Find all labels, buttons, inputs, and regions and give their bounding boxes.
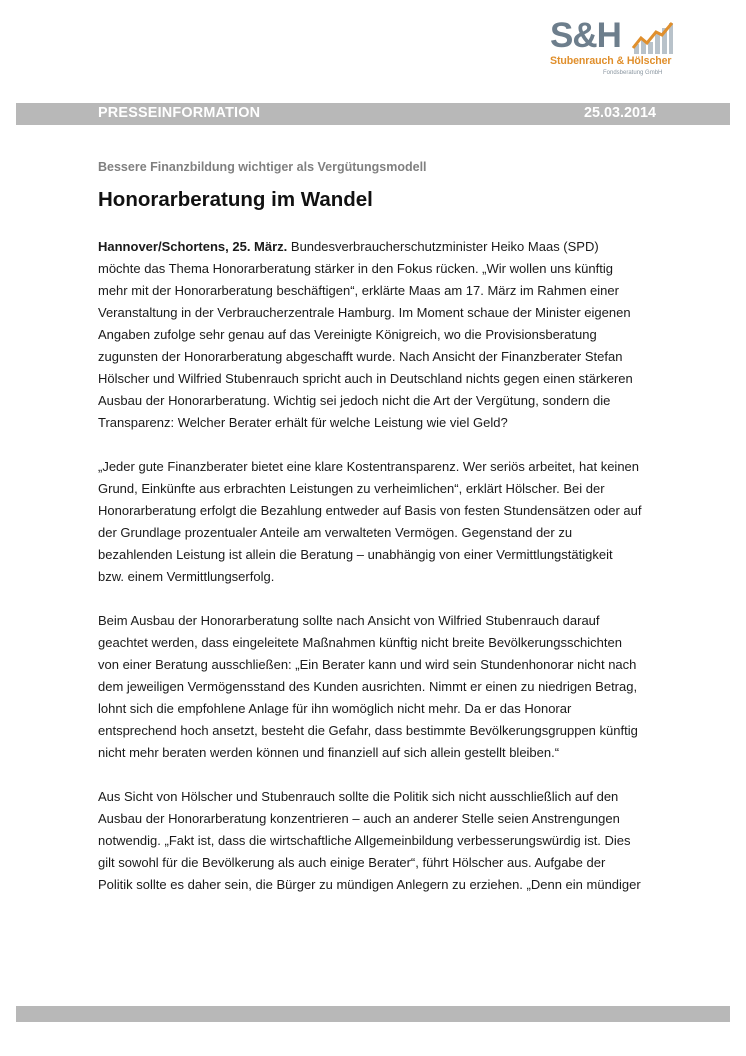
paragraph-line: Angaben zufolge sehr genau auf das Vereinigte Königreich, wo die Provisionsberatung [98, 327, 597, 342]
paragraph-line: Transparenz: Welcher Berater erhält für welche Leistung wie viel Geld? [98, 415, 508, 430]
paragraph-line: Politik sollte es daher sein, die Bürger zu mündigen Anlegern zu erziehen. „Denn ein mündiger [98, 877, 641, 892]
rising-chart-icon [632, 20, 674, 56]
paragraph-line: Grund, Einkünfte aus erbrachten Leistungen zu verheimlichen“, erklärt Hölscher. Bei der [98, 481, 605, 496]
footer-bar [16, 1006, 730, 1022]
paragraph-line: Honorarberatung erfolgt die Bezahlung entweder auf Basis von festen Stundensätzen oder auf [98, 503, 642, 518]
paragraph-line: zugunsten der Honorarberatung abgeschafft wurde. Nach Ansicht der Finanzberater Stefan [98, 349, 623, 364]
paragraph-line: dem jeweiligen Vermögensstand des Kunden ausrichten. Nimmt er einen zu niedrigen Betrag, [98, 679, 638, 694]
paragraph-2 [98, 456, 666, 588]
paragraph-line: Ausbau der Honorarberatung konzentrieren – auch an anderer Stelle seien Anstrengungen [98, 811, 620, 826]
company-logo [546, 16, 676, 82]
logo-mark: S&H [550, 16, 621, 55]
paragraph-3 [98, 610, 666, 764]
paragraph-line: nicht mehr beraten werden können und finanziell auf sich allein gestellt bleiben.“ [98, 745, 560, 760]
article-body [98, 236, 666, 918]
logo-company-name: Stubenrauch & Hölscher [550, 55, 672, 67]
header-bar [16, 103, 730, 125]
paragraph-line: „Jeder gute Finanzberater bietet eine klare Kostentransparenz. Wer seriös arbeitet, hat keinen [98, 459, 640, 474]
paragraph-4 [98, 786, 666, 896]
paragraph-line: Hölscher und Wilfried Stubenrauch spricht auch in Deutschland nichts gegen einen stärkeren [98, 371, 633, 386]
paragraph-line: gilt sowohl für die Bevölkerung als auch einige Berater“, führt Hölscher aus. Aufgabe der [98, 855, 606, 870]
paragraph-line: Veranstaltung in der Verbraucherzentrale Hamburg. Im Moment schaue der Minister eigenen [98, 305, 631, 320]
paragraph-line: Beim Ausbau der Honorarberatung sollte nach Ansicht von Wilfried Stubenrauch darauf [98, 613, 600, 628]
paragraph-line: von einer Beratung ausschließen: „Ein Berater kann und wird sein Stundenhonorar nicht nach [98, 657, 637, 672]
headline: Honorarberatung im Wandel [98, 188, 373, 211]
paragraph-line: der Grundlage prozentualer Anteile am verwalteten Vermögen. Gegenstand der zu [98, 525, 573, 540]
paragraph-line: geachtet werden, dass eingeleitete Maßnahmen künftig nicht breite Bevölkerungsschichten [98, 635, 622, 650]
header-date: 25.03.2014 [583, 105, 656, 121]
paragraph-line: Aus Sicht von Hölscher und Stubenrauch sollte die Politik sich nicht ausschließlich auf den [98, 789, 619, 804]
logo-tagline: Fondsberatung GmbH [603, 70, 663, 76]
paragraph-line: Hannover/Schortens, 25. März. Bundesverbraucherschutzminister Heiko Maas (SPD) [98, 239, 599, 254]
paragraph-line: notwendig. „Fakt ist, dass die wirtschaftliche Allgemeinbildung verbesserungswürdig ist. Dies [98, 833, 631, 848]
paragraph-1 [98, 236, 666, 434]
paragraph-line: entsprechend hoch ansetzt, besteht die Gefahr, dass bestimmte Bevölkerungsgruppen künftig [98, 723, 638, 738]
paragraph-line: möchte das Thema Honorarberatung stärker in den Fokus rücken. „Wir wollen uns künftig [98, 261, 613, 276]
dateline: Hannover/Schortens, 25. März. [98, 239, 288, 254]
paragraph-line: Ausbau der Honorarberatung. Wichtig sei jedoch nicht die Art der Vergütung, sondern die [98, 393, 611, 408]
paragraph-line: mehr mit der Honorarberatung beschäftigen“, erklärte Maas am 17. März im Rahmen einer [98, 283, 619, 298]
header-label: PRESSEINFORMATION [98, 105, 261, 121]
paragraph-line: lohnt sich die empfohlene Anlage für ihn womöglich nicht mehr. Da er das Honorar [98, 701, 572, 716]
paragraph-line: bezahlenden Leistung ist allein die Beratung – unabhängig von einer Vermittlungstätigkeit [98, 547, 613, 562]
subtitle: Bessere Finanzbildung wichtiger als Vergütungsmodell [98, 160, 427, 174]
paragraph-line: bzw. einem Vermittlungserfolg. [98, 569, 275, 584]
